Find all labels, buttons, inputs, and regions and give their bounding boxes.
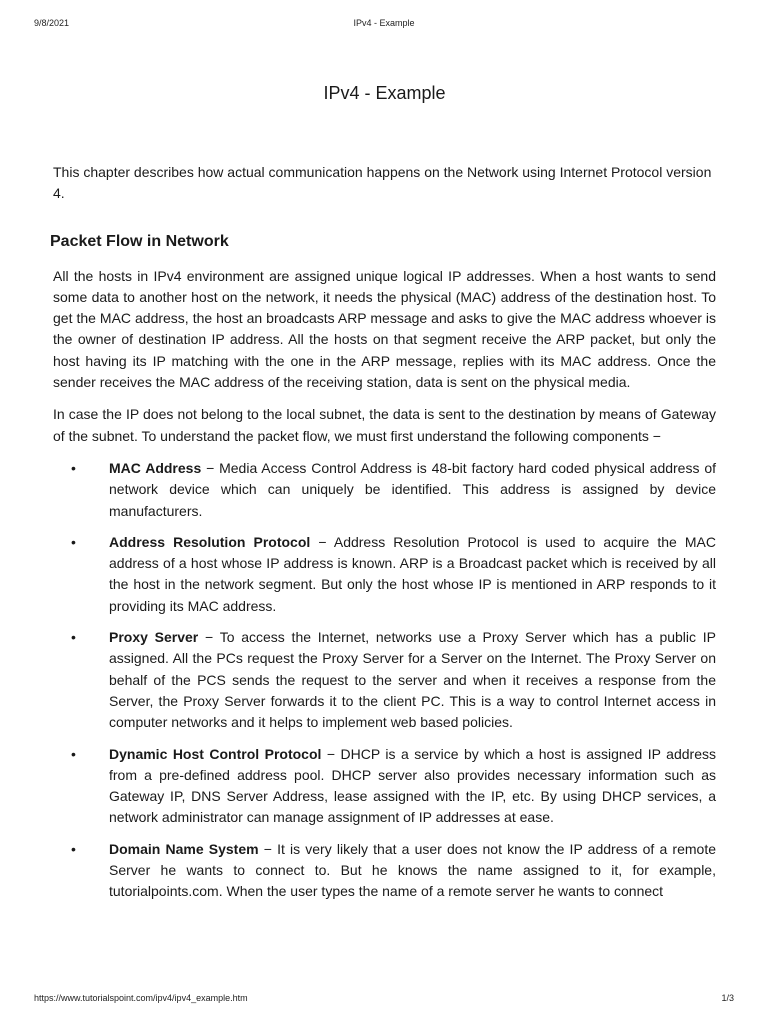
term-dns: Domain Name System — [109, 840, 259, 857]
print-footer — [34, 993, 734, 1007]
paragraph-packet-flow: All the hosts in IPv4 environment are assigned unique logical IP addresses. When a host wants to send some data to another host on the network, it needs the physical (MAC) address of the destination host. To get the MAC address, the host an broadcasts ARP message and asks to give the MAC address whoever is the owner of destination IP address. All the hosts on that segment receive the ARP packet, but only the host having its IP matching with the one in the ARP message, replies with its MAC address. Once the sender receives the MAC address of the receiving station, data is sent on the physical media. — [53, 267, 716, 391]
list-item — [53, 458, 716, 522]
term-proxy-server: Proxy Server — [109, 629, 199, 646]
intro-paragraph: This chapter describes how actual communication happens on the Network using Internet Protocol version 4. — [53, 164, 712, 202]
print-header — [34, 18, 734, 32]
list-item — [53, 532, 716, 617]
list-item — [53, 839, 716, 903]
article-content — [50, 80, 716, 913]
page-url: https://www.tutorialspoint.com/ipv4/ipv4_example.htm — [34, 993, 248, 1003]
bullet-icon: • — [71, 459, 76, 476]
page-title: IPv4 - Example — [323, 83, 446, 103]
components-list — [53, 458, 716, 903]
print-date: 9/8/2021 — [34, 18, 70, 28]
list-item — [53, 744, 716, 829]
bullet-icon: • — [71, 840, 76, 857]
section-heading: Packet Flow in Network — [50, 232, 229, 250]
term-description: − Address Resolution Protocol is used to acquire the MAC address of a host whose IP address is known. ARP is a Broadcast packet which is received by all the host in the network segment. But only the host whose IP is mentioned in ARP responds to it providing its MAC address. — [109, 533, 716, 614]
term-arp: Address Resolution Protocol — [109, 533, 311, 550]
term-dhcp: Dynamic Host Control Protocol — [109, 745, 322, 762]
paragraph-gateway: In case the IP does not belong to the local subnet, the data is sent to the destination by means of Gateway of the subnet. To understand the packet flow, we must first understand the following components − — [53, 406, 716, 444]
bullet-icon: • — [71, 629, 76, 646]
bullet-icon: • — [71, 745, 76, 762]
term-description: − To access the Internet, networks use a Proxy Server which has a public IP assigned. All the PCs request the Proxy Server for a Server on the Internet. The Proxy Server on behalf of the PCS sends the request to the server and when it receives a response from the Server, the Proxy Server forwards it to the client PC. This is a way to control Internet access in computer networks and it helps to implement web based policies. — [109, 629, 716, 731]
term-description: − It is very likely that a user does not know the IP address of a remote Server he wants to connect to. But he knows the name assigned to it, for example, tutorialpoints.com. When the user types the name of a remote server he wants to connect — [109, 840, 716, 900]
bullet-icon: • — [71, 533, 76, 550]
term-description: − DHCP is a service by which a host is assigned IP address from a pre-defined address pool. DHCP server also provides necessary information such as Gateway IP, DNS Server Address, lease assigned with the IP, etc. By using DHCP services, a network administrator can manage assignment of IP addresses at ease. — [109, 745, 716, 826]
list-item — [53, 627, 716, 733]
term-mac-address: MAC Address — [109, 459, 202, 476]
term-description: − Media Access Control Address is 48-bit factory hard coded physical address of network device which can uniquely be identified. This address is assigned by device manufacturers. — [109, 459, 716, 519]
page-number: 1/3 — [721, 993, 734, 1003]
print-header-title: IPv4 - Example — [353, 18, 415, 28]
